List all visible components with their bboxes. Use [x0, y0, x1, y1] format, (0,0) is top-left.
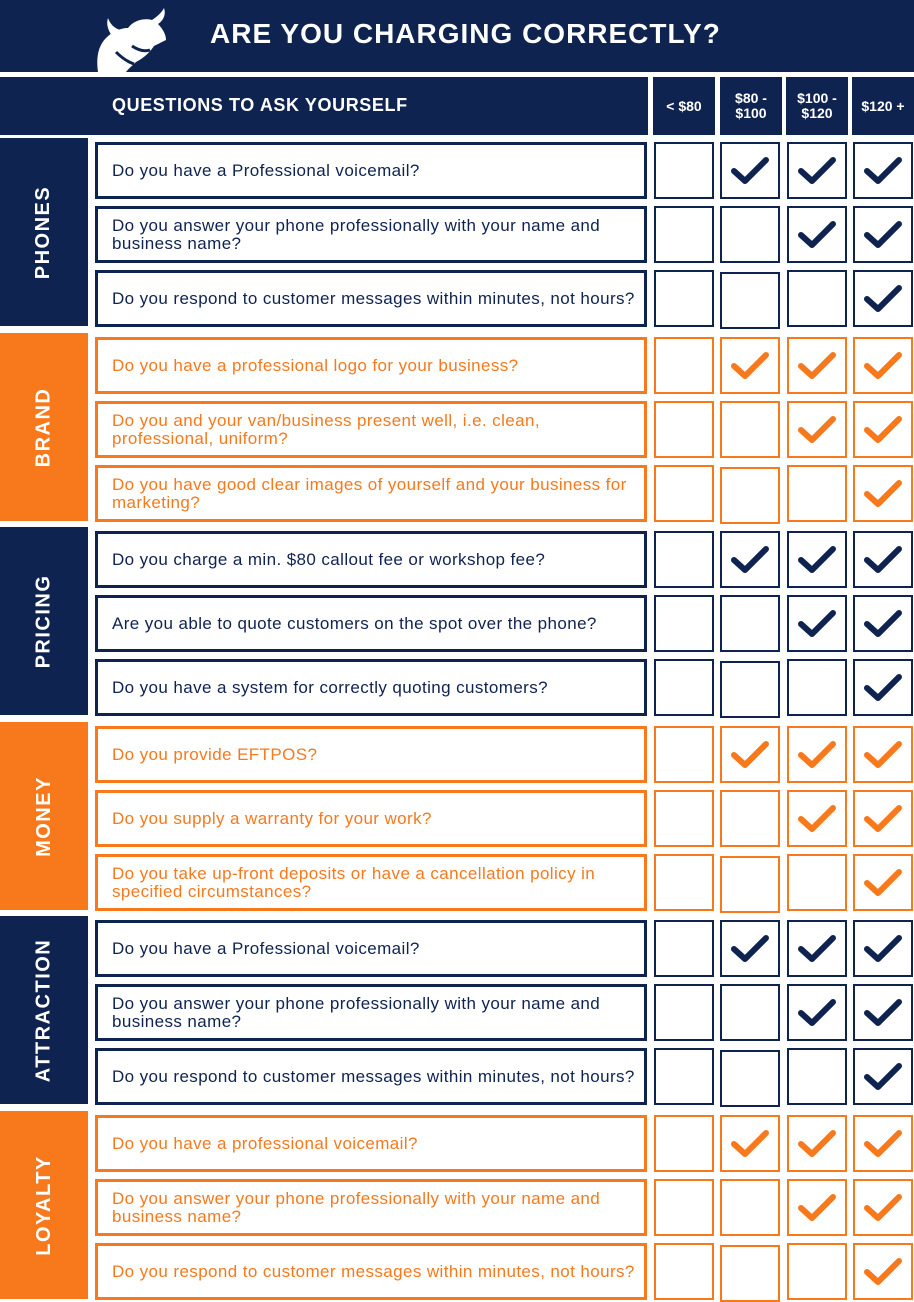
checkbox-100 — [787, 531, 847, 588]
checkbox-100 — [787, 206, 847, 263]
section-name: BRAND — [32, 387, 55, 467]
question-box — [95, 1179, 647, 1236]
checkbox-80 — [720, 206, 780, 263]
section-name: LOYALTY — [32, 1154, 55, 1256]
question-text: Do you provide EFTPOS? — [112, 744, 318, 764]
question-text: Do you take up-front deposits or have a cancellation policy in specified circumstances? — [112, 863, 596, 901]
checkbox-80 — [654, 595, 714, 652]
question-box — [95, 531, 647, 588]
checkbox-80 — [720, 920, 780, 977]
question-text: Do you and your van/business present well, i.e. clean, professional, uniform? — [112, 410, 540, 448]
checkmark-icon — [731, 1129, 769, 1159]
section-name: ATTRACTION — [32, 938, 55, 1082]
question-text: Do you answer your phone professionally with your name and business name? — [112, 1188, 601, 1226]
checkbox-120 — [853, 270, 913, 327]
checkbox-80 — [654, 659, 714, 716]
checkbox-80 — [654, 1048, 714, 1105]
checkmark-icon — [731, 934, 769, 964]
checkbox-120 — [853, 984, 913, 1041]
checkbox-120 — [853, 726, 913, 783]
checkbox-120 — [853, 1115, 913, 1172]
checkbox-120 — [853, 531, 913, 588]
question-box — [95, 595, 647, 652]
section-label-money — [0, 722, 88, 910]
question-text: Do you have a system for correctly quoting customers? — [112, 677, 548, 697]
checkbox-100 — [787, 790, 847, 847]
question-text: Do you respond to customer messages within minutes, not hours? — [112, 1261, 635, 1281]
question-box — [95, 659, 647, 716]
checkbox-80 — [720, 337, 780, 394]
price-tier-header — [852, 77, 914, 135]
checkbox-80 — [720, 1050, 780, 1107]
page-title: ARE YOU CHARGING CORRECTLY? — [210, 18, 721, 49]
checkbox-120 — [853, 595, 913, 652]
checkbox-80 — [720, 790, 780, 847]
checkmark-icon — [864, 934, 902, 964]
checkbox-100 — [787, 595, 847, 652]
question-box — [95, 401, 647, 458]
checkmark-icon — [731, 545, 769, 575]
question-box — [95, 920, 647, 977]
checkmark-icon — [864, 284, 902, 314]
checkmark-icon — [864, 545, 902, 575]
checkbox-80 — [654, 270, 714, 327]
checkmark-icon — [864, 1062, 902, 1092]
section-label-loyalty — [0, 1111, 88, 1299]
section-label-phones — [0, 138, 88, 326]
checkbox-80 — [654, 920, 714, 977]
section-name: PHONES — [32, 185, 55, 279]
section-name: MONEY — [32, 775, 55, 857]
question-text: Are you able to quote customers on the spot over the phone? — [112, 613, 597, 633]
question-box — [95, 337, 647, 394]
checkbox-80 — [654, 854, 714, 911]
checkmark-icon — [864, 998, 902, 1028]
checkbox-80 — [654, 1115, 714, 1172]
checkbox-100 — [787, 726, 847, 783]
checkbox-100 — [787, 401, 847, 458]
questions-header-label: QUESTIONS TO ASK YOURSELF — [112, 95, 408, 115]
checkmark-icon — [798, 1129, 836, 1159]
checkbox-120 — [853, 401, 913, 458]
question-box — [95, 1243, 647, 1300]
price-tier-line2: $120 — [801, 105, 833, 121]
checkmark-icon — [864, 415, 902, 445]
question-text: Do you have good clear images of yourself and your business for marketing? — [112, 474, 627, 512]
question-text: Do you charge a min. $80 callout fee or workshop fee? — [112, 549, 546, 569]
price-tier-line1: < $80 — [666, 97, 702, 114]
question-box — [95, 465, 647, 522]
checkbox-120 — [853, 920, 913, 977]
section-label-attraction — [0, 916, 88, 1104]
checkbox-100 — [787, 1179, 847, 1236]
checkbox-80 — [654, 726, 714, 783]
checkbox-80 — [654, 337, 714, 394]
question-box — [95, 984, 647, 1041]
checkbox-80 — [720, 1245, 780, 1302]
checkbox-120 — [853, 1243, 913, 1300]
question-box — [95, 270, 647, 327]
checkbox-120 — [853, 465, 913, 522]
checkmark-icon — [798, 545, 836, 575]
checkmark-icon — [798, 934, 836, 964]
question-text: Do you answer your phone professionally with your name and business name? — [112, 215, 601, 253]
checkbox-120 — [853, 659, 913, 716]
checkbox-120 — [853, 1048, 913, 1105]
checkbox-120 — [853, 854, 913, 911]
question-box — [95, 142, 647, 199]
checkbox-80 — [720, 856, 780, 913]
price-tier-header — [786, 77, 848, 135]
checkmark-icon — [864, 609, 902, 639]
checkbox-80 — [654, 984, 714, 1041]
checkbox-80 — [720, 401, 780, 458]
checkbox-80 — [720, 726, 780, 783]
section-name: PRICING — [32, 574, 55, 668]
checkbox-80 — [654, 1179, 714, 1236]
section-label-brand — [0, 333, 88, 521]
question-box — [95, 1048, 647, 1105]
checkbox-80 — [720, 984, 780, 1041]
checkmark-icon — [864, 479, 902, 509]
checkbox-100 — [787, 659, 847, 716]
checkbox-80 — [720, 1179, 780, 1236]
question-box — [95, 726, 647, 783]
checkbox-120 — [853, 1179, 913, 1236]
checkmark-icon — [864, 220, 902, 250]
question-text: Do you have a Professional voicemail? — [112, 938, 420, 958]
question-text: Do you respond to customer messages within minutes, not hours? — [112, 1066, 635, 1086]
checkmark-icon — [798, 998, 836, 1028]
checkbox-80 — [654, 401, 714, 458]
checkbox-80 — [654, 465, 714, 522]
price-tier-line2: $100 — [735, 105, 767, 121]
checkmark-icon — [798, 804, 836, 834]
checkmark-icon — [864, 1193, 902, 1223]
checkmark-icon — [864, 673, 902, 703]
question-text: Do you have a professional voicemail? — [112, 1133, 418, 1153]
price-tier-line1: $120 + — [861, 97, 905, 114]
checkmark-icon — [731, 740, 769, 770]
question-box — [95, 854, 647, 911]
question-text: Do you supply a warranty for your work? — [112, 808, 432, 828]
checkbox-100 — [787, 142, 847, 199]
checkbox-80 — [720, 661, 780, 718]
question-text: Do you answer your phone professionally with your name and business name? — [112, 993, 601, 1031]
checkbox-120 — [853, 337, 913, 394]
checkbox-80 — [654, 790, 714, 847]
checkbox-80 — [654, 1243, 714, 1300]
checkmark-icon — [798, 740, 836, 770]
checkbox-120 — [853, 206, 913, 263]
question-box — [95, 790, 647, 847]
checkbox-100 — [787, 920, 847, 977]
checkmark-icon — [798, 415, 836, 445]
checkmark-icon — [864, 804, 902, 834]
question-text: Do you have a professional logo for your business? — [112, 355, 519, 375]
price-tier-line1: $100 - — [797, 90, 837, 106]
checkbox-80 — [654, 531, 714, 588]
checkmark-icon — [798, 156, 836, 186]
price-tier-header — [653, 77, 715, 135]
checkbox-100 — [787, 270, 847, 327]
checkbox-80 — [654, 206, 714, 263]
checkmark-icon — [798, 1193, 836, 1223]
price-tier-line1: $80 - — [735, 90, 767, 106]
checkmark-icon — [798, 609, 836, 639]
checkmark-icon — [731, 156, 769, 186]
checkmark-icon — [798, 351, 836, 381]
checkmark-icon — [864, 351, 902, 381]
checkbox-100 — [787, 465, 847, 522]
bull-logo-icon — [92, 6, 172, 72]
checkbox-80 — [654, 142, 714, 199]
checkmark-icon — [864, 156, 902, 186]
price-tier-header — [720, 77, 782, 135]
checkbox-100 — [787, 854, 847, 911]
checkbox-80 — [720, 531, 780, 588]
checkbox-120 — [853, 790, 913, 847]
checkbox-100 — [787, 984, 847, 1041]
checkbox-100 — [787, 337, 847, 394]
section-label-pricing — [0, 527, 88, 715]
checkmark-icon — [731, 351, 769, 381]
checkmark-icon — [864, 1129, 902, 1159]
checkbox-80 — [720, 1115, 780, 1172]
question-text: Do you have a Professional voicemail? — [112, 160, 420, 180]
question-text: Do you respond to customer messages within minutes, not hours? — [112, 288, 635, 308]
checkbox-80 — [720, 595, 780, 652]
checkmark-icon — [798, 220, 836, 250]
question-box — [95, 1115, 647, 1172]
checkmark-icon — [864, 1257, 902, 1287]
checkbox-100 — [787, 1048, 847, 1105]
question-box — [95, 206, 647, 263]
checkbox-120 — [853, 142, 913, 199]
checkbox-80 — [720, 142, 780, 199]
checkmark-icon — [864, 868, 902, 898]
checkbox-100 — [787, 1115, 847, 1172]
checkbox-100 — [787, 1243, 847, 1300]
checkbox-80 — [720, 272, 780, 329]
checkmark-icon — [864, 740, 902, 770]
checkbox-80 — [720, 467, 780, 524]
